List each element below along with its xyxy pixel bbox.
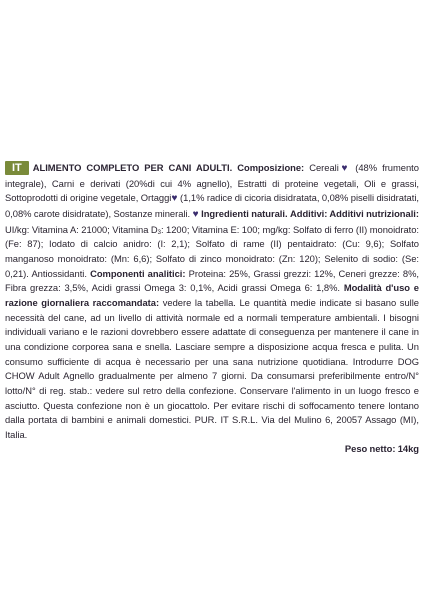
net-weight: Peso netto: 14kg — [344, 443, 419, 455]
product-title: ALIMENTO COMPLETO PER CANI ADULTI. — [32, 162, 233, 173]
composition-heading: Composizione: — [237, 162, 305, 173]
natural-ingredients-label: Ingredienti naturali. — [201, 207, 288, 219]
additives-text-2: : 1200; Vitamina E: 100; mg/kg: Solfato di ferro (II) monoidrato: (Fe: 87); Iodato di calcio anidro: (I: 2,1); Solfato di rame (II) pentaidrato: (Cu: 9,6); Solfato manganoso monoidrato: (Mn: 6,6); Solfato di zinco monoidrato: (Zn: 120); Selenito di sodio: (Se: 0,21). Antiossidanti. — [5, 223, 419, 279]
label-text — [5, 161, 419, 457]
composition-text-3: (1,1% radice di cicoria disidratata, 0,08% piselli disidratati, 0,08% carote disidratate), Sostanze minerali. — [5, 192, 419, 219]
language-badge: IT — [5, 161, 29, 175]
pet-food-label — [0, 161, 424, 457]
analytical-components-text: Proteina: 25%, Grassi grezzi: 12%, Ceneri grezze: 8%, Fibra grezza: 3,5%, Acidi grassi Omega 3: 0,1%, Acidi grassi Omega 6: 1,8%. — [5, 267, 419, 294]
additives-subscript: 3 — [157, 229, 161, 236]
additives-text-1: UI/kg: Vitamina A: 21000; Vitamina D — [5, 223, 158, 235]
usage-heading: Modalità d'uso e razione giornaliera raccomandata: — [5, 282, 419, 308]
composition-text-2: (48% frumento integrale), Carni e derivati (20%di cui 4% agnello), Estratti di proteine vegetali, Oli e grassi, Sottoprodotti di origine vegetale, Ortaggi — [5, 162, 419, 204]
composition-text-1: Cereali — [309, 162, 339, 173]
heart-icon: ♥ — [338, 163, 351, 174]
additives-heading: Additivi: Additivi nutrizionali: — [290, 207, 419, 219]
usage-text: vedere la tabella. Le quantità medie indicate si basano sulle necessità del cane, ad un livello di attività normale ed a normali temperature ambientali. I bisogni individuali variano e le razioni dovrebbero essere adattate di conseguenza per mantenere il cane in una condizione corporea sana e snella. Lasciare sempre a disposizione acqua fresca e pulita. Un consumo sufficiente di acqua è necessario per una sana nutrizione quotidiana. Introdurre DOG CHOW Adult Agnello gradualmente per almeno 7 giorni. Da consumarsi preferibilmente entro/N° lotto/N° di reg. stab.: vedere sul retro della confezione. Conservare l'alimento in un luogo fresco e asciutto. Questa confezione non è un giocattolo. Per evitare rischi di soffocamento tenere lontano dalla portata di bambini e animali domestici. PUR. IT S.R.L. Via del Mulino 6, 20057 Assago (MI), Italia. — [5, 296, 419, 440]
heart-icon: ♥ — [171, 193, 178, 205]
heart-icon: ♥ — [192, 208, 199, 220]
analytical-components-heading: Componenti analitici: — [90, 267, 186, 279]
